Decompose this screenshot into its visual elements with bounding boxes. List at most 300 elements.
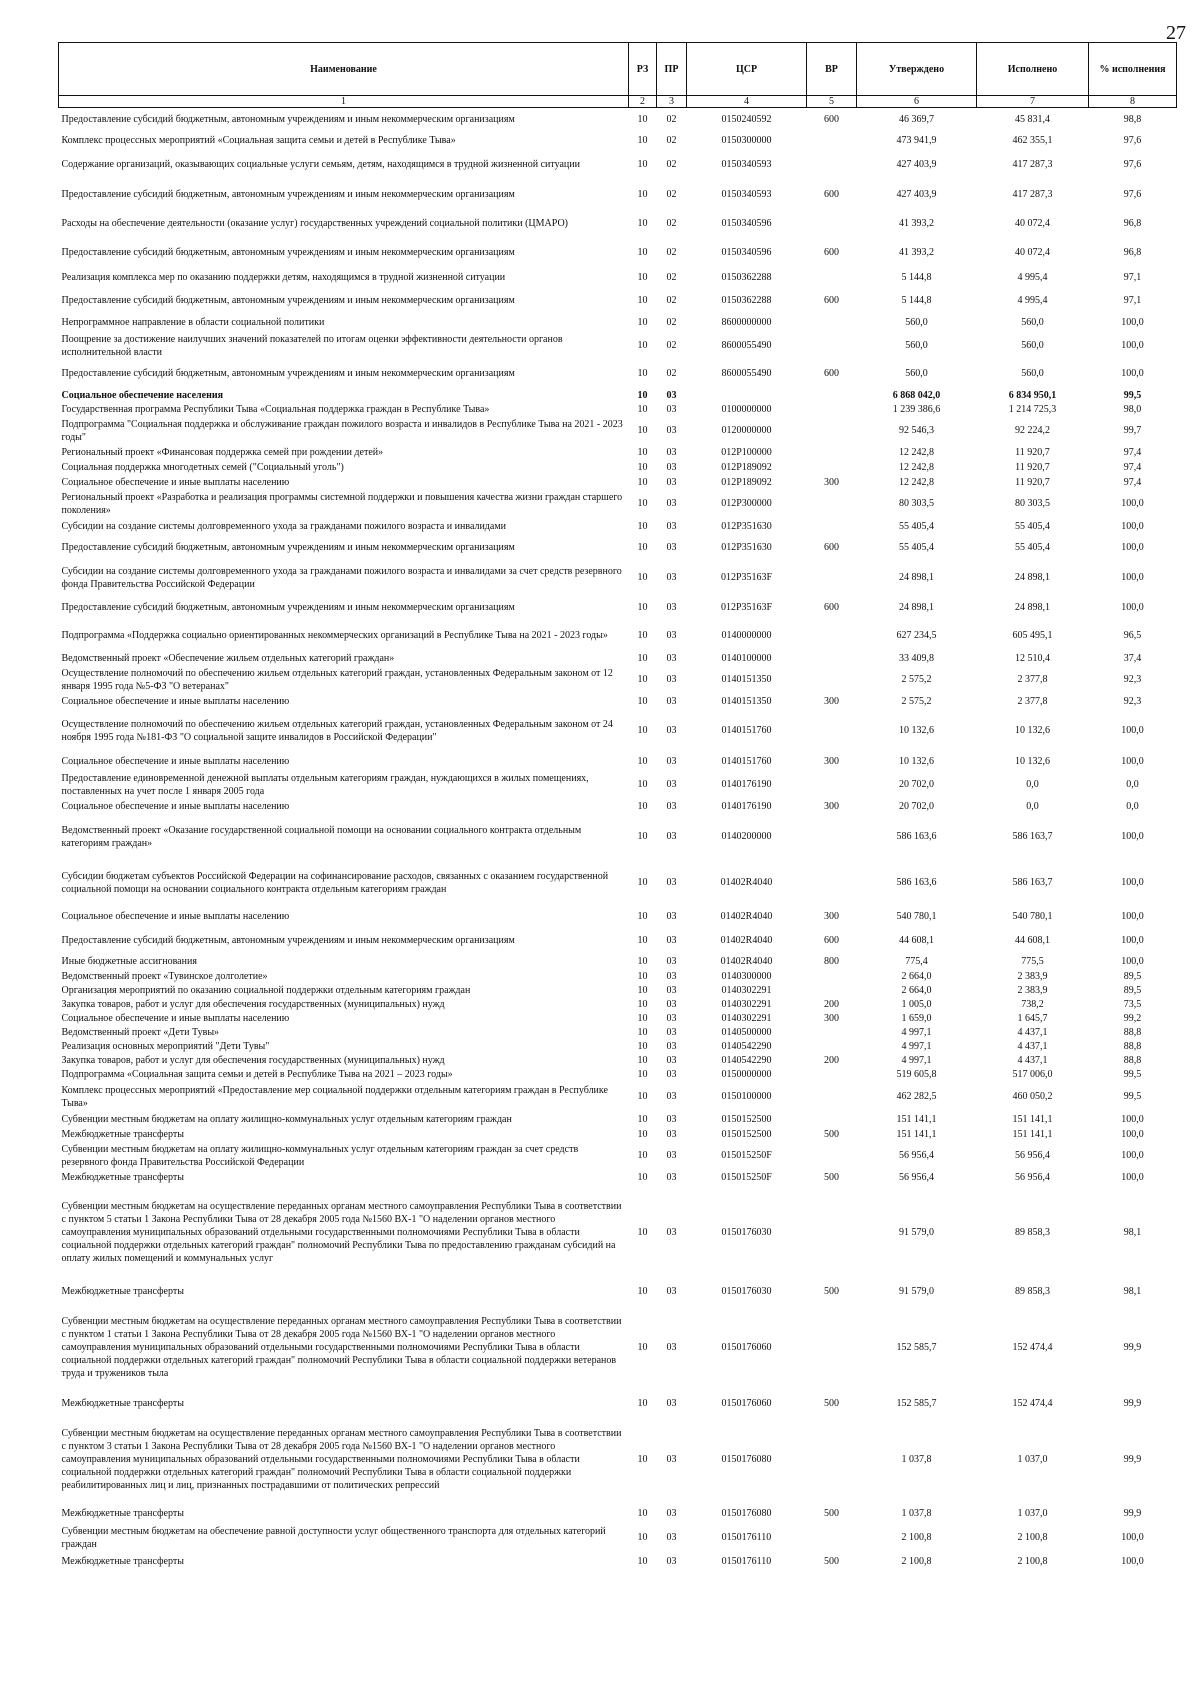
- row-percent: 92,3: [1123, 695, 1142, 707]
- row-name: Социальное обеспечение населения: [61, 390, 224, 401]
- table-row: [59, 970, 1177, 984]
- row-vr: [807, 417, 857, 445]
- table-row: [59, 1112, 1177, 1128]
- row-pr: 03: [666, 831, 677, 842]
- row-rz: 10: [637, 779, 648, 790]
- row-rz: 10: [637, 446, 648, 458]
- row-pr: 02: [666, 134, 677, 146]
- row-percent: 88,8: [1123, 1041, 1142, 1052]
- row-executed: 417 287,3: [1012, 189, 1053, 200]
- row-pr: 02: [666, 247, 677, 258]
- row-approved: 1 659,0: [901, 1013, 932, 1024]
- table-row: [59, 475, 1177, 490]
- row-csr: 0140500000: [721, 1027, 772, 1038]
- row-executed: 462 355,1: [1012, 134, 1053, 146]
- row-pr: 03: [666, 911, 677, 922]
- row-csr: 8600055490: [721, 368, 772, 379]
- row-rz: 10: [637, 295, 648, 306]
- row-rz: 10: [637, 218, 648, 229]
- row-name: Ведомственный проект «Тувинское долголетие»: [61, 971, 268, 982]
- row-vr: [807, 860, 857, 906]
- row-executed: 56 956,4: [1015, 1172, 1050, 1183]
- row-approved: 46 369,7: [899, 114, 934, 126]
- table-row: [59, 651, 1177, 666]
- row-pr: 03: [666, 756, 677, 767]
- row-rz: 10: [637, 911, 648, 922]
- row-rz: 10: [637, 1508, 648, 1519]
- row-pr: 03: [666, 446, 677, 458]
- row-percent: 96,8: [1123, 218, 1142, 229]
- row-approved: 586 163,6: [896, 831, 937, 842]
- row-pr: 03: [666, 1286, 677, 1297]
- row-rz: 10: [637, 831, 648, 842]
- table-row: [59, 998, 1177, 1012]
- row-approved: 427 403,9: [896, 189, 937, 200]
- row-approved: 1 037,8: [901, 1508, 932, 1519]
- row-executed: 151 141,1: [1012, 1114, 1053, 1125]
- table-row: [59, 860, 1177, 906]
- row-percent: 89,5: [1123, 985, 1142, 996]
- row-csr: 012P100000: [721, 446, 772, 458]
- row-vr: [807, 1524, 857, 1552]
- row-executed: 80 303,5: [1015, 498, 1050, 509]
- row-name: Государственная программа Республики Тыва «Социальная поддержка граждан в Республике Тыва»: [61, 404, 490, 415]
- header-csr: ЦСР: [687, 43, 807, 96]
- row-rz: 10: [637, 317, 648, 328]
- row-vr: [807, 984, 857, 998]
- table-row: [59, 460, 1177, 475]
- row-vr: [807, 460, 857, 475]
- row-vr: [807, 709, 857, 753]
- row-csr: 0140300000: [721, 971, 772, 982]
- table-body: [59, 108, 1177, 1572]
- table-row: [59, 954, 1177, 970]
- row-csr: 012P351630: [721, 520, 772, 532]
- row-pr: 03: [666, 1454, 677, 1465]
- row-vr: 600: [824, 295, 839, 306]
- row-vr: 600: [824, 542, 839, 553]
- row-executed: 89 858,3: [1015, 1286, 1050, 1297]
- row-percent: 100,0: [1121, 1150, 1144, 1161]
- row-csr: 0140302291: [721, 999, 772, 1010]
- row-name: Субвенции местным бюджетам на осуществление переданных органам местного самоуправления Республики Тыва в соответствии с пунктом 5 статьи 1 Закона Республики Тыва от 28 декабря 2005 года №1560 ВХ-1 "О наделении органов местного самоуправления муниципальных образований отдельными государственными полномочиями Республики Тыва в области социальной поддержки отдельных категорий граждан" полномочий Республики Тыва по предоставлению гражданам субсидий на оплату жилых помещений и коммунальных услуг: [61, 1201, 622, 1264]
- row-approved: 152 585,7: [896, 1342, 937, 1353]
- row-csr: 0140542290: [721, 1055, 772, 1066]
- table-row: [59, 389, 1177, 403]
- row-percent: 100,0: [1121, 956, 1144, 967]
- row-executed: 417 287,3: [1012, 159, 1053, 170]
- row-name: Субсидии на создание системы долговременного ухода за гражданами пожилого возраста и инвалидами за счет средств резервного фонда Правительства Российской Федерации: [61, 565, 622, 590]
- row-approved: 473 941,9: [896, 134, 937, 146]
- row-approved: 775,4: [905, 956, 928, 967]
- row-csr: 012P35163F: [720, 572, 773, 583]
- row-approved: 4 997,1: [901, 1041, 932, 1052]
- row-approved: 151 141,1: [896, 1129, 937, 1140]
- row-pr: 03: [666, 695, 677, 707]
- row-pr: 03: [666, 1172, 677, 1183]
- row-executed: 56 956,4: [1015, 1150, 1050, 1161]
- row-percent: 100,0: [1121, 1556, 1144, 1567]
- row-csr: 0150152500: [721, 1114, 772, 1125]
- row-executed: 45 831,4: [1015, 114, 1050, 126]
- row-pr: 03: [666, 1069, 677, 1080]
- row-percent: 100,0: [1121, 877, 1144, 888]
- row-csr: 0150176080: [721, 1508, 772, 1519]
- row-rz: 10: [637, 725, 648, 736]
- row-percent: 100,0: [1121, 542, 1144, 553]
- row-pr: 02: [666, 159, 677, 170]
- table-row: [59, 239, 1177, 267]
- row-executed: 1 214 725,3: [1008, 404, 1057, 415]
- row-csr: 0140151350: [721, 674, 772, 685]
- row-vr: 500: [824, 1508, 839, 1519]
- header-executed: Исполнено: [977, 43, 1089, 96]
- table-row: [59, 403, 1177, 417]
- row-rz: 10: [637, 1556, 648, 1567]
- row-approved: 10 132,6: [899, 725, 934, 736]
- row-pr: 03: [666, 1129, 677, 1140]
- row-name: Субвенции местным бюджетам на осуществление переданных органам местного самоуправления Республики Тыва в соответствии с пунктом 3 статьи 1 Закона Республики Тыва от 28 декабря 2005 года №1560 ВХ-1 "О наделении органов местного самоуправления муниципальных образований отдельными государственными полномочиями Республики Тыва в области социальной поддержки отдельных категорий граждан" полномочий Республики Тыва в области социальной поддержки реабилитированных лиц и лиц, признанных пострадавшими от политических репрессий: [61, 1428, 622, 1491]
- row-approved: 427 403,9: [896, 159, 937, 170]
- table-row: [59, 1068, 1177, 1082]
- row-vr: 600: [824, 247, 839, 258]
- row-name: Социальное обеспечение и иные выплаты населению: [61, 911, 290, 922]
- table-row: [59, 1142, 1177, 1170]
- row-rz: 10: [637, 1286, 648, 1297]
- row-rz: 10: [637, 1227, 648, 1238]
- row-vr: 300: [824, 695, 839, 707]
- row-rz: 10: [637, 340, 648, 351]
- row-percent: 100,0: [1121, 498, 1144, 509]
- row-rz: 10: [637, 134, 648, 146]
- row-percent: 37,4: [1123, 652, 1142, 664]
- row-approved: 55 405,4: [899, 520, 934, 532]
- row-csr: 8600000000: [721, 317, 772, 328]
- header-rz: РЗ: [629, 43, 657, 96]
- row-executed: 1 037,0: [1017, 1454, 1048, 1465]
- row-name: Субвенции местным бюджетам на оплату жилищно-коммунальных услуг отдельным категориям граждан за счет средств резервного фонда Правительства Российской Федерации: [61, 1143, 579, 1168]
- row-approved: 56 956,4: [899, 1172, 934, 1183]
- table-row: [59, 209, 1177, 239]
- row-pr: 03: [666, 498, 677, 509]
- row-percent: 97,1: [1123, 295, 1142, 306]
- row-executed: 55 405,4: [1015, 542, 1050, 553]
- row-approved: 462 282,5: [896, 1091, 937, 1102]
- row-percent: 99,7: [1123, 425, 1142, 436]
- row-rz: 10: [637, 1114, 648, 1125]
- row-csr: 0150340593: [721, 189, 772, 200]
- row-name: Подпрограмма «Социальная защита семьи и детей в Республике Тыва на 2021 – 2023 годы»: [61, 1069, 453, 1080]
- table-row: [59, 1012, 1177, 1026]
- row-csr: 01402R4040: [720, 956, 773, 967]
- row-rz: 10: [637, 652, 648, 664]
- row-csr: 01402R4040: [720, 877, 773, 888]
- table-row: [59, 289, 1177, 313]
- row-pr: 03: [666, 404, 677, 415]
- row-approved: 91 579,0: [899, 1227, 934, 1238]
- row-rz: 10: [637, 1041, 648, 1052]
- row-rz: 10: [637, 1150, 648, 1161]
- row-name: Предоставление субсидий бюджетным, автономным учреждениям и иным некоммерческим организациям: [61, 189, 515, 200]
- table-row: [59, 814, 1177, 860]
- row-percent: 97,6: [1123, 159, 1142, 170]
- row-pr: 02: [666, 114, 677, 126]
- row-vr: [807, 814, 857, 860]
- row-rz: 10: [637, 1027, 648, 1038]
- row-pr: 03: [666, 1150, 677, 1161]
- row-csr: 0150176030: [721, 1286, 772, 1297]
- column-number: 5: [807, 96, 857, 108]
- row-name: Расходы на обеспечение деятельности (оказание услуг) государственных учреждений социальной политики (ЦМАРО): [61, 218, 568, 229]
- row-vr: [807, 267, 857, 289]
- row-executed: 11 920,7: [1015, 461, 1050, 473]
- header-vr: ВР: [807, 43, 857, 96]
- row-approved: 12 242,8: [899, 461, 934, 473]
- row-vr: 600: [824, 189, 839, 200]
- row-approved: 2 664,0: [901, 985, 932, 996]
- row-executed: 152 474,4: [1012, 1398, 1053, 1409]
- row-executed: 152 474,4: [1012, 1342, 1053, 1353]
- row-approved: 560,0: [905, 340, 928, 351]
- row-approved: 560,0: [905, 317, 928, 328]
- row-approved: 6 868 042,0: [892, 390, 941, 401]
- row-rz: 10: [637, 985, 648, 996]
- row-name: Подпрограмма «Поддержка социально ориентированных некоммерческих организаций в Республике Тыва на 2021 - 2023 годы»: [61, 630, 608, 641]
- row-executed: 12 510,4: [1015, 652, 1050, 664]
- row-csr: 0150362288: [721, 272, 772, 283]
- row-vr: 300: [824, 1013, 839, 1024]
- row-pr: 03: [666, 425, 677, 436]
- row-pr: 03: [666, 985, 677, 996]
- row-vr: [807, 313, 857, 333]
- row-csr: 012P35163F: [720, 602, 773, 613]
- table-row: [59, 1524, 1177, 1552]
- row-name: Предоставление субсидий бюджетным, автономным учреждениям и иным некоммерческим организациям: [61, 295, 515, 306]
- row-vr: [807, 333, 857, 359]
- row-pr: 02: [666, 218, 677, 229]
- row-percent: 99,9: [1123, 1398, 1142, 1409]
- column-number: 1: [59, 96, 629, 108]
- row-vr: [807, 1026, 857, 1040]
- row-csr: 0150152500: [721, 1129, 772, 1140]
- row-vr: 600: [824, 935, 839, 946]
- row-rz: 10: [637, 272, 648, 283]
- row-vr: [807, 1040, 857, 1054]
- row-percent: 100,0: [1121, 1114, 1144, 1125]
- row-vr: 600: [824, 368, 839, 379]
- row-executed: 4 995,4: [1017, 272, 1048, 283]
- row-name: Реализация основных мероприятий "Дети Тувы": [61, 1041, 270, 1052]
- row-pr: 02: [666, 189, 677, 200]
- row-csr: 0140176190: [721, 779, 772, 790]
- row-csr: 0150176110: [721, 1556, 772, 1567]
- row-name: Межбюджетные трансферты: [61, 1508, 184, 1519]
- row-percent: 98,1: [1123, 1227, 1142, 1238]
- row-vr: [807, 1142, 857, 1170]
- row-vr: [807, 970, 857, 984]
- row-approved: 2 100,8: [901, 1556, 932, 1567]
- table-row: [59, 1128, 1177, 1142]
- row-rz: 10: [637, 404, 648, 415]
- row-rz: 10: [637, 1342, 648, 1353]
- row-rz: 10: [637, 800, 648, 812]
- row-percent: 100,0: [1121, 317, 1144, 328]
- row-csr: 0140151760: [721, 725, 772, 736]
- row-pr: 03: [666, 1055, 677, 1066]
- table-row: [59, 928, 1177, 954]
- row-pr: 03: [666, 542, 677, 553]
- row-rz: 10: [637, 695, 648, 707]
- row-approved: 1 037,8: [901, 1454, 932, 1465]
- row-percent: 100,0: [1121, 911, 1144, 922]
- table-row: [59, 149, 1177, 181]
- row-pr: 03: [666, 800, 677, 812]
- row-csr: 0150100000: [721, 1091, 772, 1102]
- row-name: Предоставление субсидий бюджетным, автономным учреждениям и иным некоммерческим организациям: [61, 368, 515, 379]
- row-pr: 03: [666, 520, 677, 532]
- row-executed: 4 437,1: [1017, 1027, 1048, 1038]
- row-approved: 12 242,8: [899, 446, 934, 458]
- column-number: 6: [857, 96, 977, 108]
- row-approved: 44 608,1: [899, 935, 934, 946]
- row-csr: 8600055490: [721, 340, 772, 351]
- row-percent: 98,1: [1123, 1286, 1142, 1297]
- row-name: Реализация комплекса мер по оказанию поддержки детям, находящимся в трудной жизненной ситуации: [61, 272, 506, 283]
- row-percent: 88,8: [1123, 1055, 1142, 1066]
- row-csr: 0140151350: [721, 695, 772, 707]
- row-rz: 10: [637, 1129, 648, 1140]
- row-vr: [807, 518, 857, 535]
- row-approved: 1 239 386,6: [892, 404, 941, 415]
- row-approved: 24 898,1: [899, 602, 934, 613]
- row-executed: 92 224,2: [1015, 425, 1050, 436]
- row-rz: 10: [637, 999, 648, 1010]
- row-vr: [807, 1082, 857, 1112]
- row-percent: 99,2: [1123, 1013, 1142, 1024]
- row-name: Межбюджетные трансферты: [61, 1172, 184, 1183]
- row-percent: 99,9: [1123, 1508, 1142, 1519]
- row-name: Иные бюджетные ассигнования: [61, 956, 197, 967]
- row-approved: 41 393,2: [899, 247, 934, 258]
- row-percent: 99,5: [1123, 1069, 1142, 1080]
- row-executed: 11 920,7: [1015, 446, 1050, 458]
- row-percent: 100,0: [1121, 831, 1144, 842]
- row-name: Субвенции местным бюджетам на обеспечение равной доступности услуг общественного транспорта для отдельных категорий граждан: [61, 1525, 606, 1550]
- table-row: [59, 1040, 1177, 1054]
- row-name: Региональный проект «Разработка и реализация программы системной поддержки и повышения качества жизни граждан старшего поколения»: [61, 491, 623, 516]
- row-pr: 03: [666, 1013, 677, 1024]
- row-executed: 2 377,8: [1017, 674, 1048, 685]
- row-executed: 560,0: [1021, 340, 1044, 351]
- row-pr: 02: [666, 340, 677, 351]
- row-csr: 0150176110: [721, 1532, 772, 1543]
- row-rz: 10: [637, 1454, 648, 1465]
- table-row: [59, 1416, 1177, 1504]
- row-approved: 41 393,2: [899, 218, 934, 229]
- row-name: Поощрение за достижение наилучших значений показателей по итогам оценки эффективности деятельности органов исполнительной власти: [61, 333, 563, 358]
- table-row: [59, 333, 1177, 359]
- table-row: [59, 445, 1177, 460]
- row-approved: 1 005,0: [901, 999, 932, 1010]
- table-row: [59, 417, 1177, 445]
- row-percent: 96,5: [1123, 630, 1142, 641]
- table-row: [59, 1170, 1177, 1186]
- row-vr: [807, 621, 857, 651]
- row-executed: 460 050,2: [1012, 1091, 1053, 1102]
- row-executed: 2 100,8: [1017, 1556, 1048, 1567]
- row-approved: 151 141,1: [896, 1114, 937, 1125]
- row-vr: [807, 445, 857, 460]
- row-pr: 03: [666, 1091, 677, 1102]
- row-rz: 10: [637, 630, 648, 641]
- row-vr: [807, 561, 857, 595]
- header-name: Наименование: [59, 43, 629, 96]
- row-percent: 99,9: [1123, 1454, 1142, 1465]
- row-vr: [807, 666, 857, 694]
- row-percent: 100,0: [1121, 520, 1144, 532]
- row-approved: 4 997,1: [901, 1027, 932, 1038]
- row-csr: 0140302291: [721, 985, 772, 996]
- row-csr: 0150340593: [721, 159, 772, 170]
- table-row: [59, 1026, 1177, 1040]
- row-csr: 0150340596: [721, 247, 772, 258]
- row-rz: 10: [637, 1172, 648, 1183]
- row-vr: [807, 1068, 857, 1082]
- row-name: Межбюджетные трансферты: [61, 1129, 184, 1140]
- row-rz: 10: [637, 956, 648, 967]
- row-csr: 0150240592: [721, 114, 772, 126]
- row-pr: 03: [666, 652, 677, 664]
- column-number: 2: [629, 96, 657, 108]
- row-rz: 10: [637, 189, 648, 200]
- table-row: [59, 108, 1177, 132]
- row-pr: 03: [666, 877, 677, 888]
- row-vr: 500: [824, 1398, 839, 1409]
- row-csr: 0150362288: [721, 295, 772, 306]
- table-row: [59, 359, 1177, 389]
- row-executed: 738,2: [1021, 999, 1044, 1010]
- row-name: Социальная поддержка многодетных семей ("Социальный уголь"): [61, 461, 344, 473]
- row-executed: 540 780,1: [1012, 911, 1053, 922]
- row-rz: 10: [637, 1398, 648, 1409]
- row-percent: 100,0: [1121, 1532, 1144, 1543]
- row-approved: 4 997,1: [901, 1055, 932, 1066]
- row-name: Социальное обеспечение и иные выплаты населению: [61, 695, 290, 707]
- row-pr: 03: [666, 572, 677, 583]
- row-pr: 03: [666, 1508, 677, 1519]
- row-vr: 600: [824, 114, 839, 126]
- row-csr: 0150176060: [721, 1398, 772, 1409]
- row-pr: 02: [666, 368, 677, 379]
- row-pr: 03: [666, 476, 677, 488]
- row-executed: 2 383,9: [1017, 985, 1048, 996]
- row-csr: 01402R4040: [720, 935, 773, 946]
- row-rz: 10: [637, 542, 648, 553]
- row-pr: 03: [666, 630, 677, 641]
- row-executed: 6 834 950,1: [1008, 390, 1057, 401]
- row-percent: 0,0: [1126, 779, 1139, 790]
- row-executed: 24 898,1: [1015, 602, 1050, 613]
- row-executed: 40 072,4: [1015, 247, 1050, 258]
- row-csr: 0140000000: [721, 630, 772, 641]
- row-percent: 99,9: [1123, 1342, 1142, 1353]
- row-name: Социальное обеспечение и иные выплаты населению: [61, 800, 290, 812]
- table-row: [59, 561, 1177, 595]
- row-executed: 55 405,4: [1015, 520, 1050, 532]
- row-vr: [807, 403, 857, 417]
- row-rz: 10: [637, 1091, 648, 1102]
- row-approved: 12 242,8: [899, 476, 934, 488]
